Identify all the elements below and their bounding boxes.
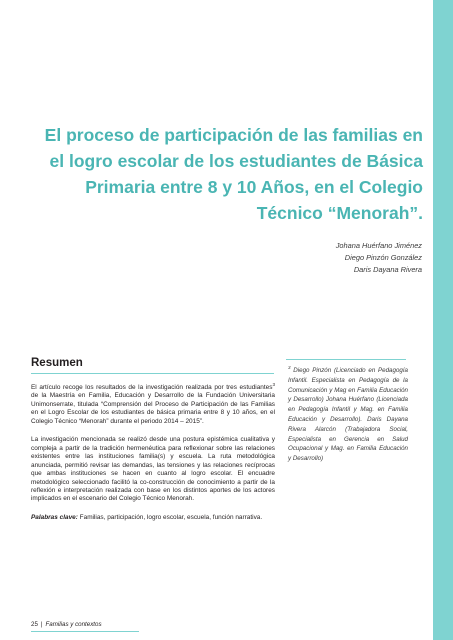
- footnote-reference: 3: [272, 381, 275, 387]
- summary-divider: [31, 373, 274, 374]
- summary-body: [31, 381, 275, 532]
- keywords-line: [31, 514, 275, 522]
- author-list: [222, 240, 422, 277]
- footnote-divider: [286, 359, 406, 360]
- side-accent-band: [433, 0, 453, 640]
- footer-divider: [31, 631, 139, 632]
- footnote: [288, 366, 408, 464]
- footnote-mark: 3: [288, 364, 291, 370]
- keywords-text: Familias, participación, logro escolar, escuela, función narrativa.: [77, 513, 263, 521]
- footer-separator: |: [40, 621, 43, 628]
- footnote-text: Diego Pinzón (Licenciado en Pedagogía Infantil. Especialista en Pedagogía de la Comunicación y Mag en Familia Educación y Desarrollo) Johana Huérfano (Licenciada en Pedagogía Infantil y Mag. en Familia Educación y Desarrollo). Daris Dayana Rivera Alarcón (Trabajadora Social, Especialista en Gerencia en Salud Ocupacional y Mag. en Familia Educación y Desarrollo): [288, 367, 408, 463]
- page-number: 25: [31, 621, 38, 628]
- article-title: El proceso de participación de las familias en el logro escolar de los estudiantes de Básica Primaria entre 8 y 10 Años, en el Colegio Técnico “Menorah”.: [44, 125, 423, 223]
- author-name: Johana Huérfano Jiménez: [335, 241, 422, 250]
- magazine-name: Familias y contextos: [45, 621, 102, 628]
- summary-paragraph-1-start: El artículo recoge los resultados de la investigación realizada por tres estudiantes: [31, 384, 273, 391]
- summary-paragraph-1: [31, 381, 275, 426]
- author-name: Daris Dayana Rivera: [353, 265, 422, 275]
- summary-paragraph-1-end: de la Maestría en Familia, Educación y Desarrollo de la Fundación Universitaria Unimonserrate, titulada “Comprensión del Proceso de Participación de las Familias en el Logro Escolar de los estudiantes de básica primaria entre 8 y 10 años, en el Colegio Técnico “Menorah” durante el periodo 2014 – 2015”.: [31, 392, 275, 425]
- summary-paragraph-2: La investigación mencionada se realizó desde una postura epistémica cualitativa y compleja a partir de la tradición hermenéutica para reflexionar sobre las relaciones existentes entre las instituciones familia(s) y escuela. La ruta metodológica anunciada, permitió revisar las demandas, las tensiones y las relaciones recíprocas que ambas instituciones se hacen en cuanto al logro escolar. El encuadre metodológico seleccionado facilitó la co-construcción de conocimiento a partir de la reflexión e interpretación realizada con base en los distintos aportes de los actores implicados en el escenario del Colegio Técnico Menorah.: [31, 436, 275, 503]
- summary-heading: Resumen: [31, 357, 83, 369]
- page-footer: [31, 620, 102, 630]
- keywords-label: Palabras clave:: [31, 513, 78, 521]
- author-name: Diego Pinzón González: [344, 253, 422, 263]
